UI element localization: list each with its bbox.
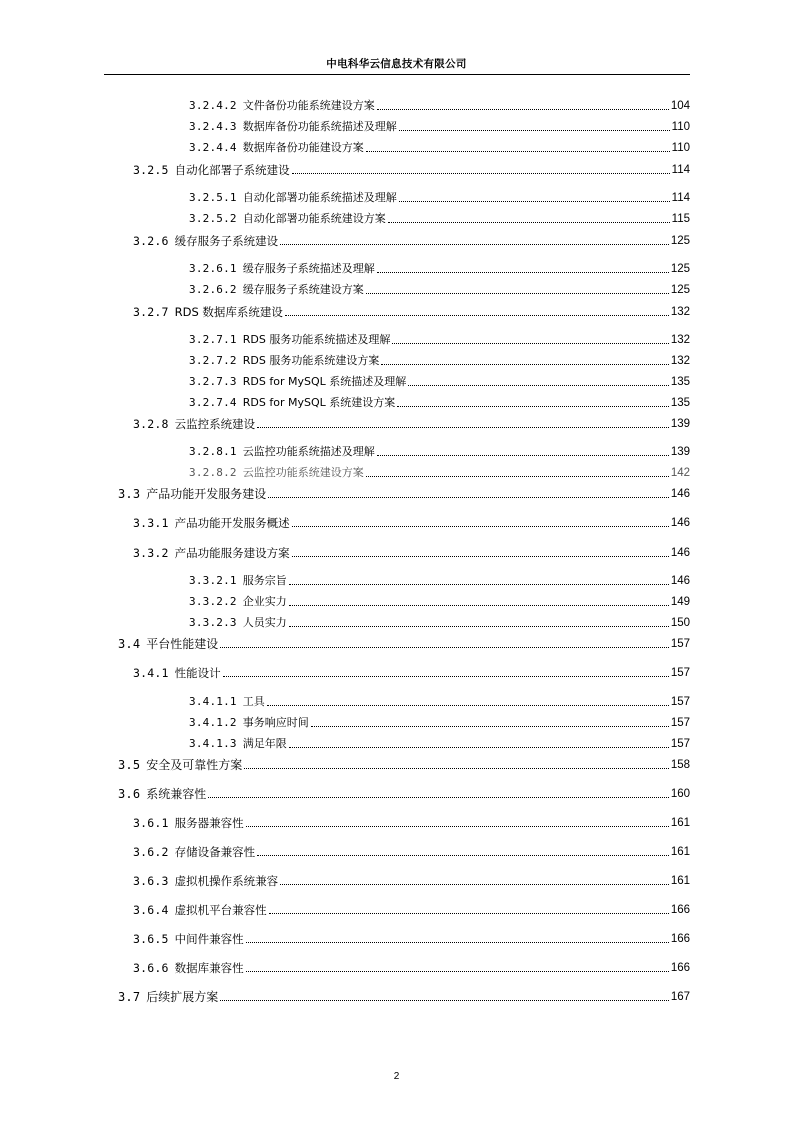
dot-leader: [246, 826, 669, 827]
toc-entry[interactable]: [189, 395, 690, 410]
toc-entry-title: 产品功能开发服务建设: [146, 487, 267, 501]
dot-leader: [399, 201, 670, 202]
toc-entry-page: 135: [670, 376, 690, 388]
toc-entry-page: 161: [670, 875, 690, 887]
toc-entry[interactable]: [133, 416, 690, 431]
toc-entry-page: 146: [670, 547, 690, 559]
toc-entry-title: 工具: [242, 695, 265, 708]
toc-entry-number: 3.2.8: [133, 417, 169, 431]
dot-leader: [381, 364, 668, 365]
page-number: 2: [393, 1071, 400, 1082]
toc-entry-page: 114: [671, 192, 690, 204]
toc-entry[interactable]: [133, 545, 690, 560]
dot-leader: [388, 222, 670, 223]
toc-entry-page: 161: [670, 846, 690, 858]
toc-entry-number: 3.2.7.4: [189, 396, 237, 409]
dot-leader: [208, 797, 669, 798]
toc-entry[interactable]: [133, 515, 690, 530]
toc-entry-page: 157: [670, 738, 690, 750]
toc-entry-title: 虚拟机操作系统兼容: [174, 874, 279, 888]
toc-entry[interactable]: [189, 190, 690, 205]
toc-entry-page: 157: [670, 696, 690, 708]
page-header: 中电科华云信息技术有限公司: [326, 58, 467, 70]
dot-leader: [246, 942, 669, 943]
toc-entry-page: 157: [670, 667, 690, 679]
toc-entry-page: 114: [671, 164, 690, 176]
toc-entry[interactable]: [189, 332, 690, 347]
toc-entry[interactable]: [133, 844, 690, 859]
dot-leader: [377, 109, 669, 110]
toc-entry[interactable]: [118, 786, 690, 801]
toc-entry[interactable]: [189, 444, 690, 459]
dot-leader: [289, 605, 669, 606]
dot-leader: [399, 130, 670, 131]
toc-entry-number: 3.2.5.1: [189, 191, 237, 204]
toc-entry-title: 产品功能开发服务概述: [174, 516, 290, 530]
toc-entry-title: 云监控功能系统描述及理解: [242, 445, 375, 458]
toc-entry-title: RDS for MySQL 系统建设方案: [242, 396, 396, 409]
toc-entry[interactable]: [189, 261, 690, 276]
toc-entry-number: 3.2.4.3: [189, 120, 237, 133]
toc-entry[interactable]: [189, 465, 690, 480]
toc-entry-number: 3.6.1: [133, 816, 169, 830]
toc-entry-title: 存储设备兼容性: [174, 845, 256, 859]
toc-entry-page: 110: [671, 121, 690, 133]
dot-leader: [220, 647, 669, 648]
toc-entry-number: 3.4: [118, 637, 141, 651]
toc-entry-title: 产品功能服务建设方案: [174, 546, 290, 560]
toc-entry-number: 3.4.1.1: [189, 695, 237, 708]
dot-leader: [289, 747, 669, 748]
dot-leader: [269, 913, 669, 914]
toc-entry-number: 3.3.2: [133, 546, 169, 560]
toc-entry-number: 3.2.6.2: [189, 283, 237, 296]
toc-entry[interactable]: [189, 594, 690, 609]
toc-entry[interactable]: [133, 815, 690, 830]
toc-entry-title: RDS 数据库系统建设: [174, 305, 283, 319]
toc-entry-number: 3.2.5: [133, 163, 169, 177]
toc-entry-number: 3.6.4: [133, 903, 169, 917]
toc-entry-title: 事务响应时间: [242, 716, 309, 729]
toc-entry-title: 系统兼容性: [146, 787, 207, 801]
toc-entry-number: 3.2.5.2: [189, 212, 237, 225]
toc-entry-number: 3.3.2.3: [189, 616, 237, 629]
toc-entry-page: 166: [670, 904, 690, 916]
dot-leader: [280, 244, 669, 245]
toc-entry-number: 3.6.3: [133, 874, 169, 888]
toc-entry-number: 3.2.6.1: [189, 262, 237, 275]
toc-entry-title: 云监控功能系统建设方案: [242, 466, 364, 479]
toc-entry-title: 性能设计: [174, 666, 221, 680]
toc-entry-title: 满足年限: [242, 737, 287, 750]
toc-entry-number: 3.2.4.2: [189, 99, 237, 112]
toc-entry[interactable]: [133, 665, 690, 680]
toc-entry-title: 自动化部署功能系统描述及理解: [242, 191, 397, 204]
toc-entry[interactable]: [133, 873, 690, 888]
dot-leader: [397, 406, 669, 407]
toc-entry-page: 125: [670, 235, 690, 247]
toc-entry-title: 虚拟机平台兼容性: [174, 903, 267, 917]
toc-entry-number: 3.4.1.2: [189, 716, 237, 729]
toc-entry-title: 安全及可靠性方案: [146, 758, 243, 772]
dot-leader: [366, 293, 669, 294]
toc-entry-page: 110: [671, 142, 690, 154]
toc-entry-number: 3.3.2.1: [189, 574, 237, 587]
toc-entry-title: 平台性能建设: [146, 637, 219, 651]
toc-entry-title: 数据库兼容性: [174, 961, 244, 975]
dot-leader: [311, 726, 669, 727]
dot-leader: [292, 173, 670, 174]
dot-leader: [377, 455, 669, 456]
toc-entry-number: 3.3.1: [133, 516, 169, 530]
toc-entry-page: 104: [670, 100, 690, 112]
toc-entry-page: 167: [670, 991, 690, 1003]
dot-leader: [285, 315, 669, 316]
toc-entry-title: 自动化部署子系统建设: [174, 163, 290, 177]
toc-entry-title: 缓存服务子系统建设: [174, 234, 279, 248]
toc-entry-page: 150: [670, 617, 690, 629]
toc-entry-number: 3.2.4.4: [189, 141, 237, 154]
dot-leader: [223, 676, 669, 677]
dot-leader: [220, 1000, 669, 1001]
toc-entry[interactable]: [133, 931, 690, 946]
dot-leader: [408, 385, 669, 386]
toc-entry[interactable]: [133, 162, 690, 177]
toc-entry-title: RDS 服务功能系统描述及理解: [242, 333, 391, 346]
toc-entry-number: 3.2.7.2: [189, 354, 237, 367]
toc-entry-title: 文件备份功能系统建设方案: [242, 99, 375, 112]
toc-entry-number: 3.6: [118, 787, 141, 801]
toc-entry-title: RDS 服务功能系统建设方案: [242, 354, 380, 367]
dot-leader: [292, 556, 669, 557]
toc-entry[interactable]: [118, 636, 690, 651]
toc-entry-page: 166: [670, 962, 690, 974]
toc-entry[interactable]: [189, 140, 690, 155]
toc-entry-number: 3.6.6: [133, 961, 169, 975]
toc-entry[interactable]: [189, 573, 690, 588]
toc-entry[interactable]: [189, 98, 690, 113]
dot-leader: [289, 584, 669, 585]
toc-entry-page: 146: [670, 575, 690, 587]
toc-entry-title: 企业实力: [242, 595, 287, 608]
toc-entry[interactable]: [133, 902, 690, 917]
toc-entry-number: 3.7: [118, 990, 141, 1004]
toc-entry[interactable]: [118, 486, 690, 501]
dot-leader: [257, 427, 669, 428]
toc-entry-title: 数据库备份功能系统描述及理解: [242, 120, 397, 133]
toc-entry[interactable]: [189, 736, 690, 751]
toc-entry-page: 146: [670, 488, 690, 500]
toc-entry-number: 3.2.8.2: [189, 466, 237, 479]
dot-leader: [377, 272, 669, 273]
dot-leader: [289, 626, 669, 627]
toc-entry-page: 125: [670, 263, 690, 275]
dot-leader: [292, 526, 669, 527]
dot-leader: [267, 705, 669, 706]
toc-entry[interactable]: [133, 304, 690, 319]
toc-entry-number: 3.6.5: [133, 932, 169, 946]
toc-entry-number: 3.2.7.1: [189, 333, 237, 346]
toc-entry-page: 166: [670, 933, 690, 945]
toc-entry-page: 158: [670, 759, 690, 771]
toc-entry-number: 3.6.2: [133, 845, 169, 859]
toc-entry-page: 142: [670, 467, 690, 479]
toc-entry[interactable]: [189, 694, 690, 709]
toc-entry-title: 缓存服务子系统建设方案: [242, 283, 364, 296]
toc-entry[interactable]: [189, 211, 690, 226]
toc-entry-page: 115: [671, 213, 690, 225]
toc-entry-title: RDS for MySQL 系统描述及理解: [242, 375, 407, 388]
toc-entry[interactable]: [189, 374, 690, 389]
toc-entry-title: 服务器兼容性: [174, 816, 244, 830]
toc-entry-page: 139: [670, 418, 690, 430]
dot-leader: [246, 971, 669, 972]
toc-entry-page: 125: [670, 284, 690, 296]
toc-entry[interactable]: [189, 282, 690, 297]
toc-entry-number: 3.2.7.3: [189, 375, 237, 388]
toc-entry[interactable]: [133, 233, 690, 248]
toc-entry-title: 人员实力: [242, 616, 287, 629]
toc-entry-title: 缓存服务子系统描述及理解: [242, 262, 375, 275]
toc-entry-page: 146: [670, 517, 690, 529]
toc-entry-number: 3.4.1.3: [189, 737, 237, 750]
toc-entry-title: 后续扩展方案: [146, 990, 219, 1004]
toc-entry[interactable]: [133, 960, 690, 975]
toc-entry[interactable]: [189, 353, 690, 368]
dot-leader: [366, 476, 669, 477]
toc-entry[interactable]: [118, 757, 690, 772]
dot-leader: [268, 497, 669, 498]
dot-leader: [366, 151, 670, 152]
toc-entry-title: 自动化部署功能系统建设方案: [242, 212, 386, 225]
toc-entry[interactable]: [189, 715, 690, 730]
toc-entry-number: 3.3: [118, 487, 141, 501]
toc-entry-page: 132: [670, 355, 690, 367]
toc-entry-number: 3.3.2.2: [189, 595, 237, 608]
toc-entry-page: 157: [670, 638, 690, 650]
toc-entry-title: 云监控系统建设: [174, 417, 256, 431]
dot-leader: [392, 343, 668, 344]
toc-entry-page: 135: [670, 397, 690, 409]
dot-leader: [280, 884, 669, 885]
toc-entry-page: 161: [670, 817, 690, 829]
toc-entry-number: 3.5: [118, 758, 141, 772]
toc-entry-page: 157: [670, 717, 690, 729]
toc-entry-number: 3.2.8.1: [189, 445, 237, 458]
toc-entry-page: 160: [670, 788, 690, 800]
toc-entry-title: 数据库备份功能建设方案: [242, 141, 364, 154]
toc-entry-page: 132: [670, 306, 690, 318]
dot-leader: [244, 768, 669, 769]
dot-leader: [257, 855, 669, 856]
toc-entry[interactable]: [118, 989, 690, 1004]
toc-entry[interactable]: [189, 615, 690, 630]
toc-entry-number: 3.4.1: [133, 666, 169, 680]
toc-entry-page: 139: [670, 446, 690, 458]
toc-entry-page: 132: [670, 334, 690, 346]
toc-entry-number: 3.2.6: [133, 234, 169, 248]
toc-entry-page: 149: [670, 596, 690, 608]
toc-entry-title: 服务宗旨: [242, 574, 287, 587]
toc-entry-number: 3.2.7: [133, 305, 169, 319]
toc-entry-title: 中间件兼容性: [174, 932, 244, 946]
toc-entry[interactable]: [189, 119, 690, 134]
